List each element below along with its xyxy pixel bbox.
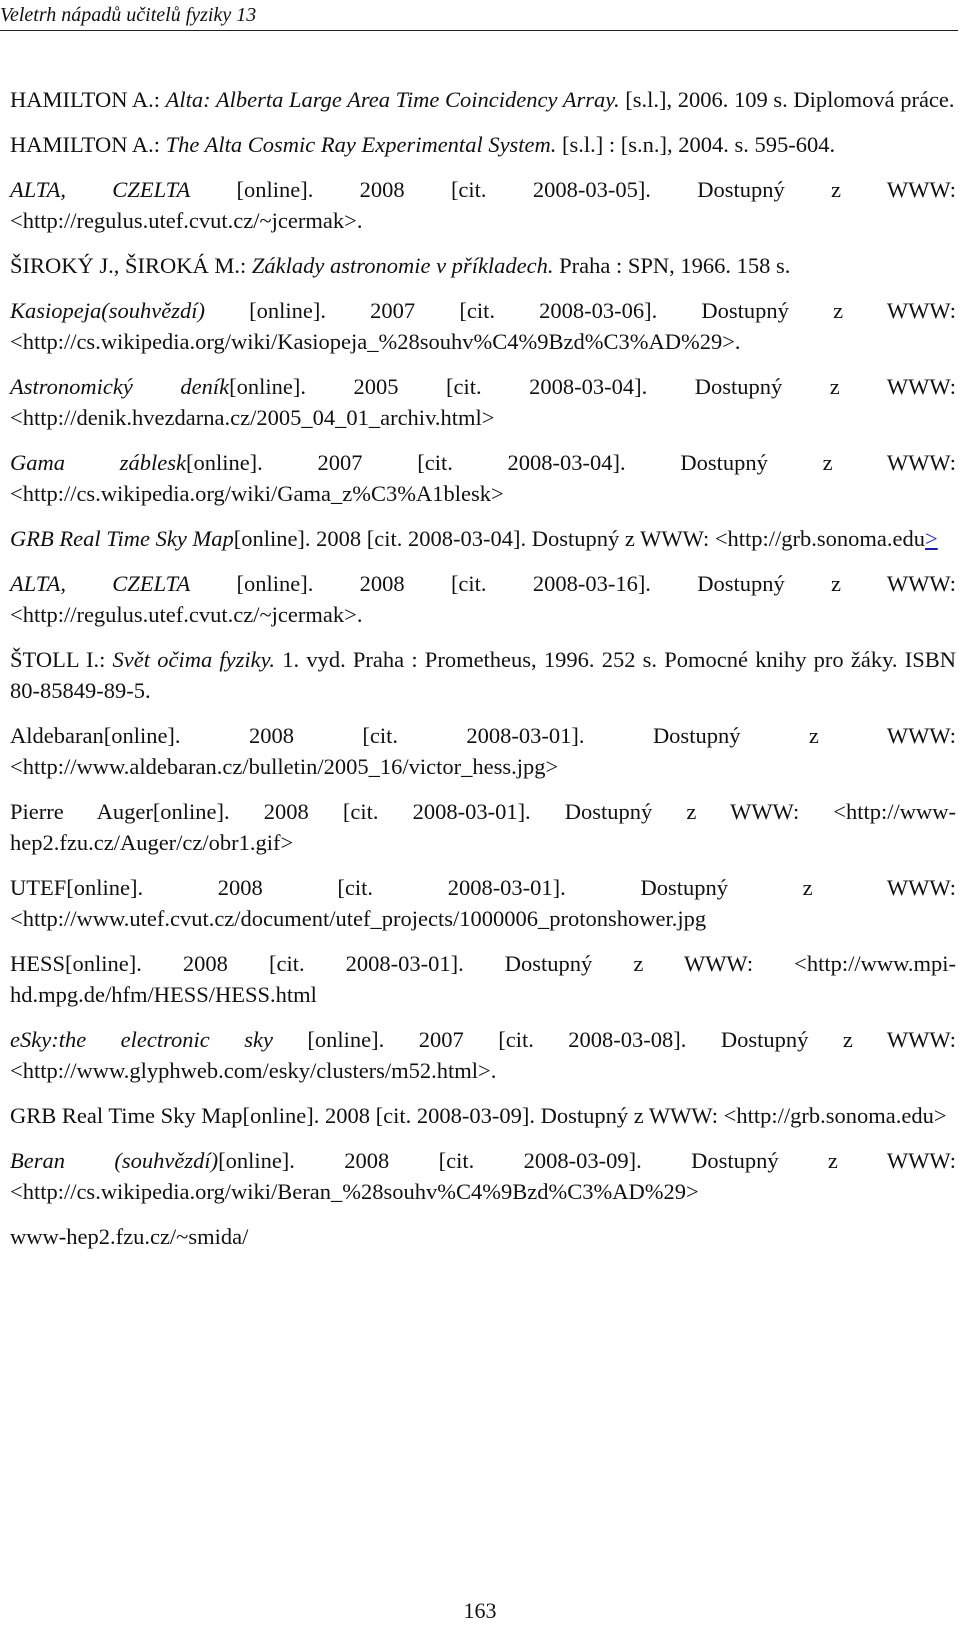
reference-item: [10, 295, 956, 357]
ref-details: [online]. 2007 [cit. 2008-03-08]. Dostupný z WWW: <http://www.glyphweb.com/esky/clusters/m52.html>.: [10, 1027, 956, 1083]
ref-details: [online]. 2005 [cit. 2008-03-04]. Dostupný z WWW: <http://denik.hvezdarna.cz/2005_04_01_archiv.html>: [10, 374, 956, 430]
ref-author: UTEF[online]. 2008 [cit. 2008-03-01]. Dostupný z WWW: <http://www.utef.cvut.cz/document/utef_projects/1000006_protonshower.jpg: [10, 875, 956, 931]
reference-item: [10, 129, 956, 160]
reference-item: [10, 1221, 956, 1252]
ref-title: The Alta Cosmic Ray Experimental System.: [165, 132, 557, 157]
ref-author: ŠTOLL I.:: [10, 647, 113, 672]
ref-author: www-hep2.fzu.cz/~smida/: [10, 1224, 249, 1249]
reference-item: [10, 872, 956, 934]
reference-item: [10, 796, 956, 858]
ref-title: Alta: Alberta Large Area Time Coincidency Array.: [165, 87, 620, 112]
ref-title: ALTA, CZELTA: [10, 571, 191, 596]
page-number: 163: [463, 1598, 497, 1623]
reference-list: [10, 84, 956, 1266]
ref-author: HAMILTON A.:: [10, 87, 166, 112]
reference-item: [10, 250, 956, 281]
ref-details: [online]. 2008 [cit. 2008-03-09]. Dostupný z WWW: <http://cs.wikipedia.org/wiki/Beran_%28souhv%C4%9Bzd%C3%AD%29>: [10, 1148, 956, 1204]
ref-author: Aldebaran[online]. 2008 [cit. 2008-03-01]. Dostupný z WWW: <http://www.aldebaran.cz/bulletin/2005_16/victor_hess.jpg>: [10, 723, 956, 779]
running-header: Veletrh nápadů učitelů fyziky 13: [0, 2, 958, 31]
ref-title: GRB Real Time Sky Map: [10, 526, 234, 551]
ref-details: [online]. 2008 [cit. 2008-03-16]. Dostupný z WWW: <http://regulus.utef.cvut.cz/~jcermak>.: [10, 571, 957, 627]
ref-link-fragment[interactable]: >: [925, 526, 938, 551]
reference-item: [10, 1100, 956, 1131]
reference-item: [10, 371, 956, 433]
ref-details: [online]. 2007 [cit. 2008-03-04]. Dostupný z WWW: <http://cs.wikipedia.org/wiki/Gama_z%C3%A1blesk>: [10, 450, 956, 506]
reference-item: [10, 174, 956, 236]
ref-details: [online]. 2008 [cit. 2008-03-04]. Dostupný z WWW: <http://grb.sonoma.edu: [233, 526, 926, 551]
reference-item: [10, 447, 956, 509]
reference-item: [10, 1145, 956, 1207]
reference-item: [10, 1024, 956, 1086]
ref-title: Astronomický deník: [10, 374, 230, 399]
ref-title: Gama záblesk: [10, 450, 186, 475]
reference-item: [10, 84, 956, 115]
reference-item: [10, 720, 956, 782]
reference-item: [10, 948, 956, 1010]
ref-details: [s.l.] : [s.n.], 2004. s. 595-604.: [556, 132, 836, 157]
ref-author: HESS[online]. 2008 [cit. 2008-03-01]. Dostupný z WWW: <http://www.mpi-hd.mpg.de/hfm/HESS/HESS.html: [10, 951, 956, 1007]
ref-author: ŠIROKÝ J., ŠIROKÁ M.:: [10, 253, 252, 278]
ref-title: Základy astronomie v příkladech.: [251, 253, 554, 278]
ref-details: [online]. 2008 [cit. 2008-03-05]. Dostupný z WWW: <http://regulus.utef.cvut.cz/~jcermak>.: [10, 177, 957, 233]
ref-details: [s.l.], 2006. 109 s. Diplomová práce.: [619, 87, 955, 112]
ref-author: Pierre Auger[online]. 2008 [cit. 2008-03-01]. Dostupný z WWW: <http://www-hep2.fzu.cz/Auger/cz/obr1.gif>: [10, 799, 956, 855]
ref-title: Svět očima fyziky.: [112, 647, 276, 672]
ref-title: eSky:the electronic sky: [10, 1027, 273, 1052]
reference-item: [10, 568, 956, 630]
ref-title: Kasiopeja(souhvězdí): [10, 298, 205, 323]
ref-title: ALTA, CZELTA: [10, 177, 191, 202]
reference-item: [10, 644, 956, 706]
ref-author: HAMILTON A.:: [10, 132, 166, 157]
ref-details: 1. vyd. Praha : Prometheus, 1996. 252 s. Pomocné knihy pro žáky. ISBN 80-85849-89-5.: [10, 647, 956, 703]
ref-title: Beran (souhvězdí): [10, 1148, 219, 1173]
ref-details: Praha : SPN, 1966. 158 s.: [553, 253, 791, 278]
reference-item: [10, 523, 956, 554]
ref-details: [online]. 2007 [cit. 2008-03-06]. Dostupný z WWW: <http://cs.wikipedia.org/wiki/Kasiopeja_%28souhv%C4%9Bzd%C3%AD%29>.: [10, 298, 956, 354]
ref-author: GRB Real Time Sky Map[online]. 2008 [cit. 2008-03-09]. Dostupný z WWW: <http://grb.sonoma.edu>: [10, 1103, 947, 1128]
